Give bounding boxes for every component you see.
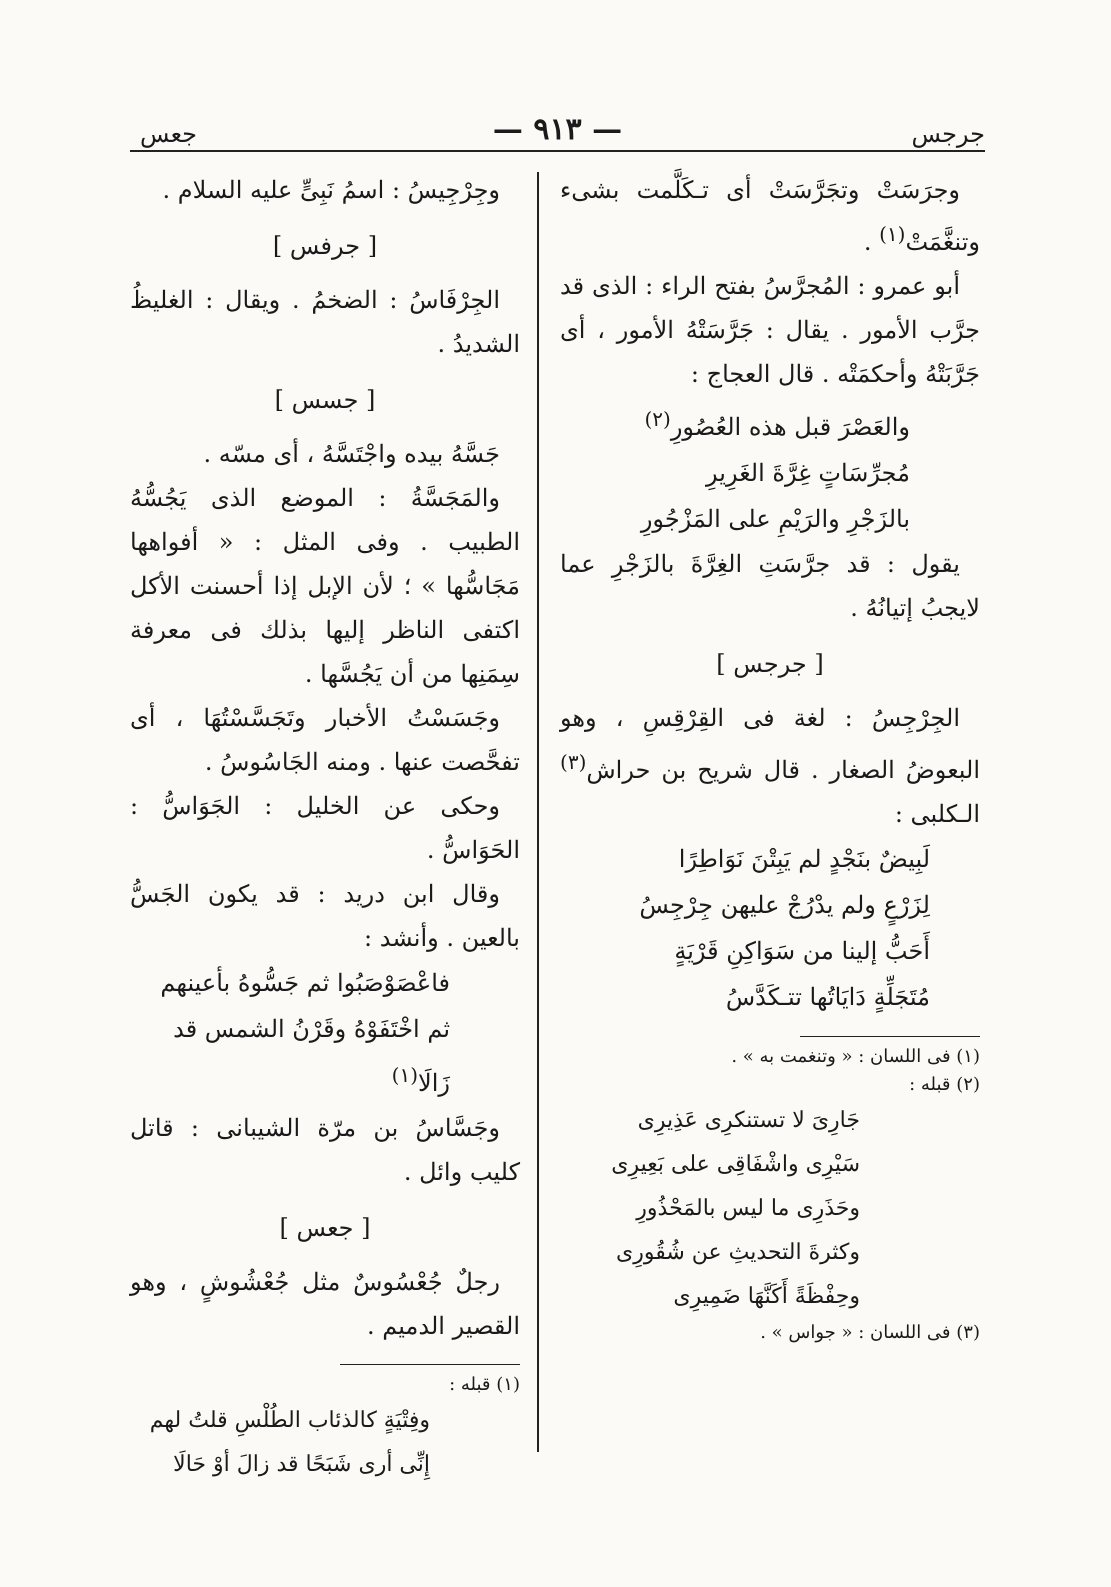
- verse-line: مُجرِّسَاتٍ غِرَّةَ الغَرِيرِ: [706, 459, 910, 487]
- footnote-verse: سَيْرِى واشْفَاقِى على بَعِيرِى: [611, 1152, 860, 1177]
- verse-text: والعَصْرَ قبل هذه العُصُورِ: [670, 413, 910, 441]
- verse-line: مُتَجَلِّةٍ دَايَاتُها تتـكَدَّسُ: [725, 983, 930, 1011]
- entry-paragraph: وجَسَسْتُ الأخبار وتَجَسَّسْتُهَا ، أى تفحَّصت عنها . ومنه الجَاسُوسُ .: [130, 704, 520, 776]
- page-header: [130, 112, 985, 152]
- verse-line: [560, 396, 980, 450]
- verse-line: [130, 1006, 520, 1106]
- footnote: (١) قبله :: [449, 1374, 520, 1395]
- entry-paragraph: الجِرْفَاسُ : الضخمُ . ويقال : الغليظُ الشديدُ .: [130, 286, 520, 358]
- entry-paragraph: [560, 696, 980, 836]
- column-divider: [537, 172, 539, 1452]
- footnote-separator: [340, 1364, 520, 1365]
- footnote-ref: (١): [879, 222, 906, 246]
- headword: [ جعس ]: [279, 1214, 371, 1242]
- entry-paragraph: [560, 168, 980, 264]
- footnote: (٣) فى اللسان : « جواس » .: [760, 1322, 980, 1343]
- paragraph-text: وجرَسَتْ وتجَرَّسَتْ أى تـكَلَّمت بشىء وتنغَّمَتْ: [560, 176, 980, 256]
- verse-text: ثم اخْتَفَوْهُ وقَرْنُ الشمس قد زَالَا: [173, 1015, 450, 1097]
- verse-line: لَبِيضٌ بنَجْدٍ لم يَبِتْنَ نَوَاطِرًا: [678, 845, 930, 873]
- verse-line: لِزَرْعٍ ولم يدْرُجْ عليهن جِرْجِسُ: [639, 891, 930, 919]
- entry-paragraph: وجَسَّاسُ بن مرّة الشيبانى : قاتل كليب وائل .: [130, 1114, 520, 1186]
- running-head-right: جرجس: [911, 120, 985, 148]
- headword: [ جرجس ]: [716, 650, 824, 678]
- running-head-left: جعس: [140, 120, 198, 148]
- entry-paragraph: وجِرْجِيسُ : اسمُ نَبِىٍّ عليه السلام .: [162, 176, 500, 204]
- footnote: (٢) قبله :: [909, 1074, 980, 1095]
- verse-line: فاعْصَوْصَبُوا ثم جَسُّوهُ بأعينهم: [160, 969, 450, 997]
- verse-line: بالزَجْرِ والرَيْمِ على المَزْجُورِ: [640, 505, 910, 533]
- footnote-verse: وكثرةَ التحديثِ عن شُقُورِى: [616, 1240, 860, 1265]
- entry-paragraph: وقال ابن دريد : قد يكون الجَسُّ بالعين . وأنشد :: [130, 880, 520, 952]
- headword: [ جرفس ]: [272, 232, 378, 260]
- paragraph-text: .: [863, 228, 880, 256]
- footnote-ref: (١): [391, 1063, 419, 1087]
- right-column: [560, 168, 980, 1347]
- header-rule: [130, 150, 985, 152]
- footnote-verse: وحَذَرِى ما ليس بالمَحْذُورِ: [636, 1196, 860, 1221]
- footnote-separator: [800, 1036, 980, 1037]
- entry-paragraph: أبو عمرو : المُجرَّسُ بفتح الراء : الذى قد جرَّب الأمور . يقال : جَرَّسَتْهُ الأمور ، أى جَرَّبَتْهُ وأحكمَتْه . قال العجاج :: [560, 272, 980, 388]
- paragraph-text: الجِرْجِسُ : لغة فى القِرْقِسِ ، وهو البعوضُ الصغار . قال شريح بن حراش: [560, 704, 980, 784]
- footnote-verse: إِنِّى أرى شَبَحًا قد زالَ أوْ حَالَا: [173, 1452, 430, 1477]
- page-number: — ٩١٣ —: [492, 112, 623, 147]
- verse-line: أَحَبُّ إلينا من سَوَاكِنِ قَرْيَةٍ: [674, 937, 930, 965]
- footnote: (١) فى اللسان : « وتنغمت به » .: [731, 1046, 980, 1067]
- footnote-ref: (٢): [644, 407, 671, 431]
- footnote-verse: وفِتْيَةٍ كالذئاب الطُلْسِ قلتُ لهم: [149, 1408, 430, 1433]
- entry-paragraph: يقول : قد جرَّسَتِ الغِرَّةَ بالزَجْرِ عما لايجبُ إتيانُهُ .: [560, 550, 980, 622]
- headword: [ جسس ]: [274, 386, 376, 414]
- entry-paragraph: جَسَّهُ بيده واجْتَسَّهُ ، أى مسّه .: [203, 440, 500, 468]
- footnote-verse: جَارِىَ لا تستنكرِى عَذِيرِى: [637, 1108, 860, 1133]
- entry-paragraph: رجلٌ جُعْسُوسٌ مثل جُعْشُوشٍ ، وهو القصير الدميم .: [130, 1268, 520, 1340]
- footnote-ref: (٣): [560, 750, 587, 774]
- entry-paragraph: وحكى عن الخليل : الجَوَاسُّ : الحَوَاسُّ .: [130, 792, 520, 864]
- left-column: [130, 168, 520, 1487]
- paragraph-text: الـكلبى :: [894, 800, 980, 828]
- entry-paragraph: والمَجَسَّةُ : الموضع الذى يَجُسُّهُ الطبيب . وفى المثل : « أفواهها مَجَاسُّها » ؛ لأن الإبل إذا أحسنت الأكل اكتفى الناظر إليها بذلك فى معرفة سِمَنِها من أن يَجُسَّها .: [130, 484, 520, 688]
- footnote-verse: وحِفْظَةً أَكَنَّهَا ضَمِيرِى: [673, 1284, 860, 1309]
